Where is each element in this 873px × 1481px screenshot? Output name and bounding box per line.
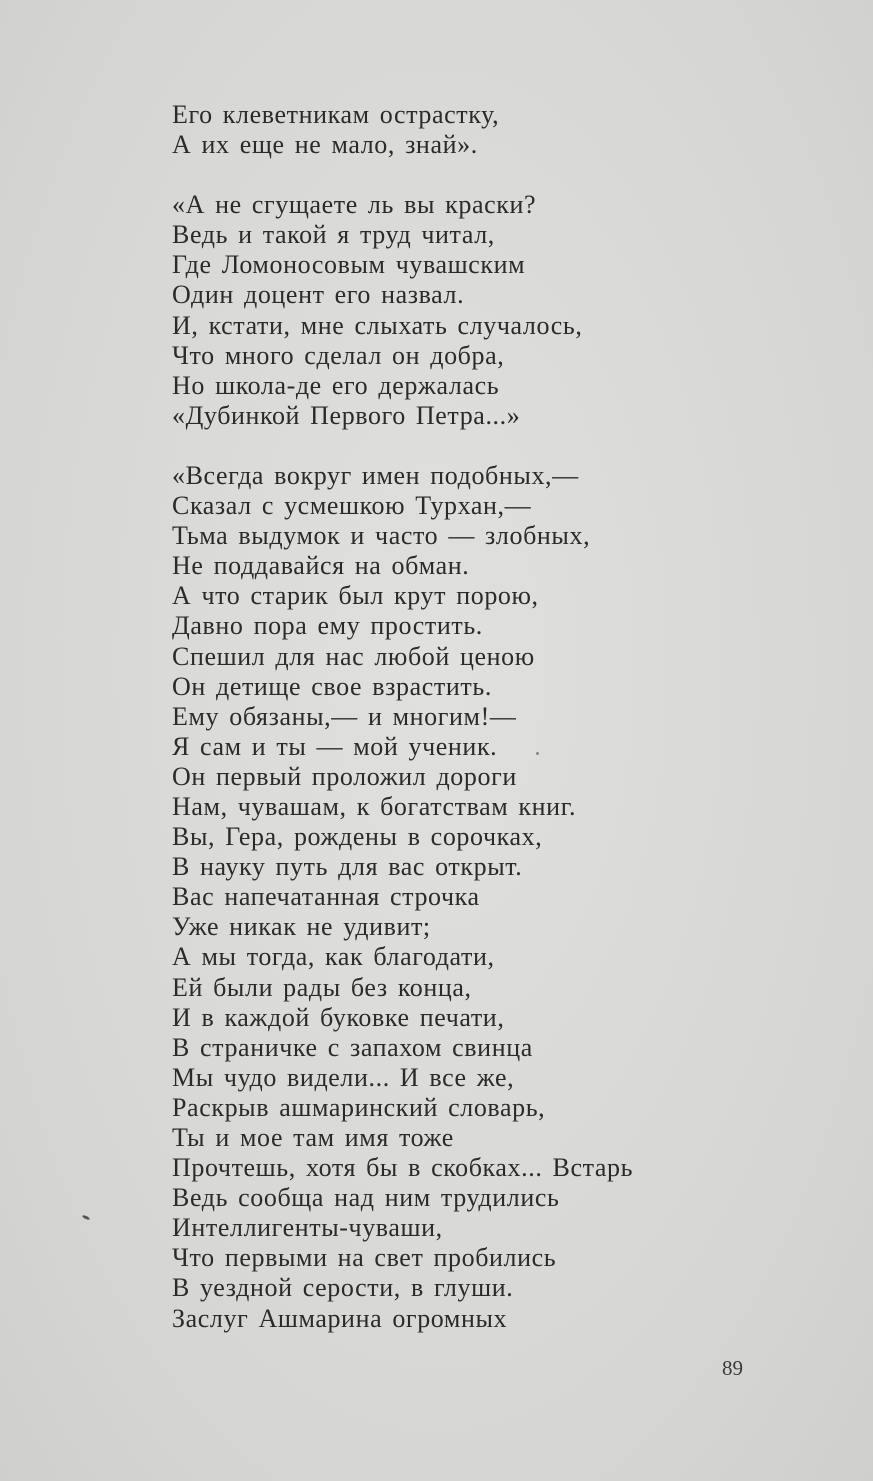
- poem-line: Ему обязаны,— и многим!—: [172, 701, 517, 731]
- poem-line: Но школа-де его держалась: [172, 370, 500, 400]
- poem-line: А что старик был крут порою,: [172, 581, 539, 611]
- poem-line: Что первыми на свет пробились: [172, 1243, 557, 1273]
- poem-line: В науку путь для вас открыт.: [172, 852, 523, 882]
- poem-line: Сказал с усмешкою Турхан,—: [172, 491, 532, 521]
- poem-line: «Дубинкой Первого Петра...»: [172, 400, 521, 430]
- poem-line: «А не сгущаете ль вы краски?: [172, 190, 537, 220]
- poem-line: Давно пора ему простить.: [172, 611, 483, 641]
- poem-line: «Всегда вокруг имен подобных,—: [172, 460, 579, 490]
- poem-line: Интеллигенты-чуваши,: [172, 1213, 443, 1243]
- poem-line: Я сам и ты — мой ученик.: [172, 731, 498, 761]
- poem-line: Нам, чувашам, к богатствам книг.: [172, 791, 577, 821]
- poem-line: Прочтешь, хотя бы в скобках... Встарь: [172, 1153, 634, 1183]
- poem-line: Он детище свое взрастить.: [172, 671, 492, 701]
- poem-line: Один доцент его назвал.: [172, 280, 465, 310]
- poem-line: Вас напечатанная строчка: [172, 882, 480, 912]
- poem-line: Уже никак не удивит;: [172, 912, 431, 942]
- poem-line: Мы чудо видели... И все же,: [172, 1062, 515, 1092]
- stanza-1: [172, 100, 732, 160]
- poem-line: А их еще не мало, знай».: [172, 130, 478, 160]
- poem-line: Ты и мое там имя тоже: [172, 1123, 454, 1152]
- page-number: 89: [722, 1356, 743, 1380]
- poem-line: Его клеветникам острастку,: [172, 100, 500, 129]
- poem-line: И в каждой буковке печати,: [172, 1002, 505, 1032]
- poem-line: Заслуг Ашмарина огромных: [172, 1303, 508, 1333]
- poem-line: Что много сделал он добра,: [172, 340, 505, 370]
- stanza-2: [172, 190, 732, 431]
- poem-line: Тьма выдумок и часто — злобных,: [172, 521, 591, 551]
- poem-line: Ведь и такой я труд читал,: [172, 220, 495, 250]
- poem-line: Вы, Гера, рождены в сорочках,: [172, 822, 543, 852]
- paper-speck: [82, 1214, 91, 1220]
- paper-speck: [536, 752, 539, 755]
- poem-line: Он первый проложил дороги: [172, 761, 517, 791]
- poem-line: Ведь сообща над ним трудились: [172, 1183, 560, 1213]
- poem-line: А мы тогда, как благодати,: [172, 942, 495, 972]
- poem-line: Где Ломоносовым чувашским: [172, 250, 526, 280]
- poem-line: Не поддавайся на обман.: [172, 551, 470, 581]
- poem-text: [172, 100, 732, 1334]
- stanza-3: [172, 461, 732, 1334]
- poem-line: Раскрыв ашмаринский словарь,: [172, 1092, 546, 1122]
- poem-line: В уездной серости, в глуши.: [172, 1273, 514, 1303]
- poem-line: Спешил для нас любой ценою: [172, 641, 535, 671]
- poem-line: И, кстати, мне слыхать случалось,: [172, 310, 583, 340]
- poem-line: В страничке с запахом свинца: [172, 1032, 533, 1062]
- poem-line: Ей были рады без конца,: [172, 972, 472, 1002]
